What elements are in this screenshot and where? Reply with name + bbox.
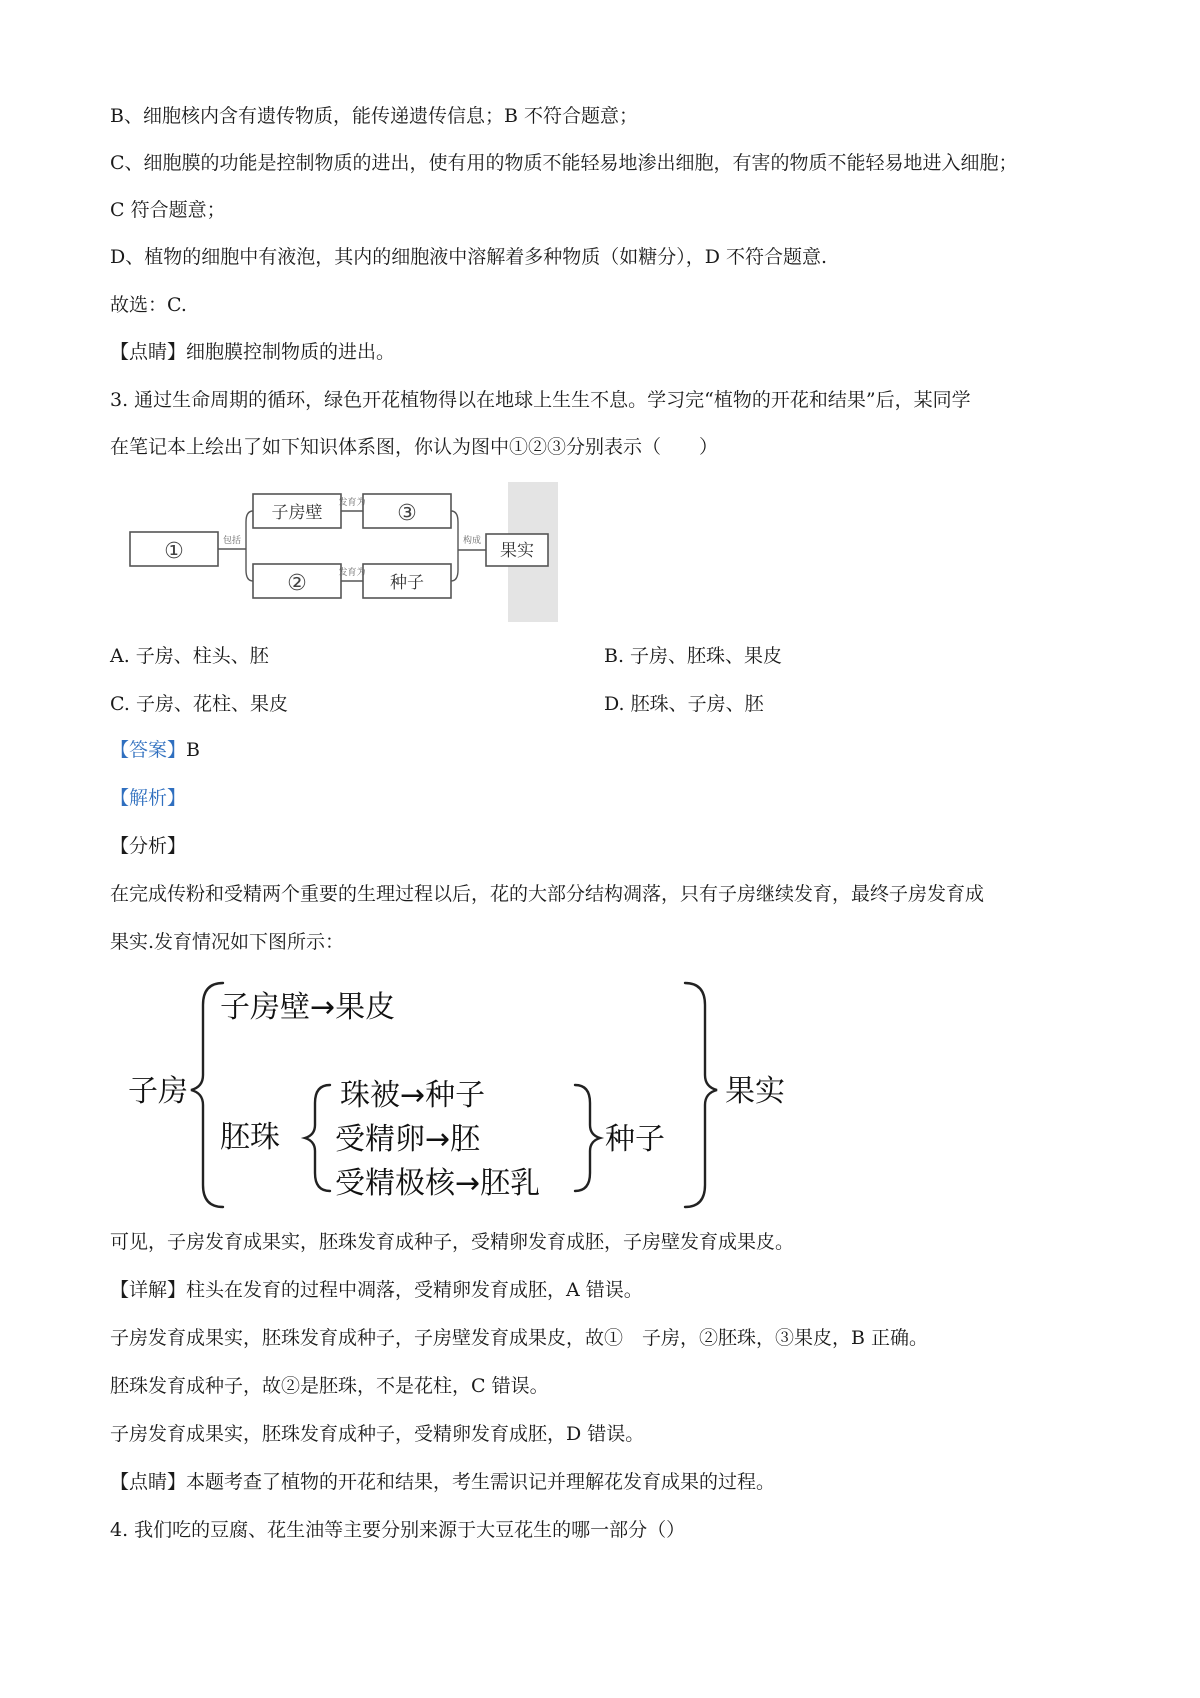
ovule-label: 胚珠 bbox=[220, 1120, 280, 1155]
seed-label: 种子 bbox=[605, 1122, 665, 1157]
summary-line: 可见，子房发育成果实，胚珠发育成种子，受精卵发育成胚，子房壁发育成果皮。 bbox=[110, 1231, 795, 1253]
develop-label: 发育为 bbox=[338, 568, 366, 578]
large-left-brace bbox=[191, 983, 223, 1207]
text-line: 【点睛】细胞膜控制物质的进出。 bbox=[110, 341, 396, 363]
box-3-label: ③ bbox=[397, 501, 417, 526]
small-left-brace bbox=[305, 1085, 330, 1191]
text-line: B、细胞核内含有遗传物质，能传递遗传信息；B 不符合题意； bbox=[110, 105, 638, 127]
text-line: 故选：C. bbox=[110, 294, 187, 316]
fertilized-egg-label: 受精卵→胚 bbox=[335, 1122, 481, 1157]
option-a: A. 子房、柱头、胚 bbox=[110, 645, 269, 667]
fenxi-heading: 【分析】 bbox=[110, 835, 187, 857]
question-4: 4. 我们吃的豆腐、花生油等主要分别来源于大豆花生的哪一部分（） bbox=[110, 1519, 686, 1541]
wall-to-peel-label: 子房壁→果皮 bbox=[220, 990, 396, 1025]
detail-line: 胚珠发育成种子，故②是胚珠，不是花柱，C 错误。 bbox=[110, 1375, 549, 1397]
option-b: B. 子房、胚珠、果皮 bbox=[604, 645, 783, 667]
ovary-development-diagram bbox=[125, 975, 845, 1215]
integument-label: 珠被→种子 bbox=[340, 1078, 486, 1113]
large-right-brace bbox=[685, 983, 717, 1207]
fruit-label: 果实 bbox=[500, 541, 534, 561]
text-line: C 符合题意； bbox=[110, 199, 226, 221]
ovary-wall-label: 子房壁 bbox=[271, 503, 323, 523]
analysis-paragraph: 果实.发育情况如下图所示： bbox=[110, 931, 345, 953]
dianjing-line: 【点睛】本题考查了植物的开花和结果，考生需识记并理解花发育成果的过程。 bbox=[110, 1471, 776, 1493]
detail-line: 子房发育成果实，胚珠发育成种子，受精卵发育成胚，D 错误。 bbox=[110, 1423, 645, 1445]
question-3-line1: 3. 通过生命周期的循环，绿色开花植物得以在地球上生生不息。学习完“植物的开花和结果”后，某同学 bbox=[110, 389, 971, 411]
answer-value: B bbox=[186, 739, 200, 761]
polar-nuclei-label: 受精极核→胚乳 bbox=[335, 1166, 541, 1201]
question-3-line2: 在笔记本上绘出了如下知识体系图，你认为图中①②③分别表示（ ） bbox=[110, 436, 719, 458]
detail-line: 子房发育成果实，胚珠发育成种子，子房壁发育成果皮，故① 子房，②胚珠，③果皮，B 正确。 bbox=[110, 1327, 929, 1349]
analysis-paragraph: 在完成传粉和受精两个重要的生理过程以后，花的大部分结构凋落，只有子房继续发育，最终子房发育成 bbox=[110, 883, 985, 905]
text-line: C、细胞膜的功能是控制物质的进出，使有用的物质不能轻易地渗出细胞，有害的物质不能轻易地进入细胞； bbox=[110, 152, 1018, 174]
analysis-heading: 【解析】 bbox=[110, 787, 187, 809]
seed-label: 种子 bbox=[390, 573, 424, 593]
ovary-label: 子房 bbox=[128, 1074, 188, 1109]
option-d: D. 胚珠、子房、胚 bbox=[604, 693, 764, 715]
box-1-label: ① bbox=[164, 539, 184, 564]
small-right-brace bbox=[575, 1085, 600, 1191]
left-bracket bbox=[246, 511, 253, 581]
include-label: 包括 bbox=[222, 536, 242, 546]
fruit-label: 果实 bbox=[725, 1074, 785, 1109]
option-c: C. 子房、花柱、果皮 bbox=[110, 693, 288, 715]
text-line: D、植物的细胞中有液泡，其内的细胞液中溶解着多种物质（如糖分），D 不符合题意. bbox=[110, 246, 828, 268]
detail-line: 【详解】柱头在发育的过程中凋落，受精卵发育成胚，A 错误。 bbox=[110, 1279, 643, 1301]
develop-label: 发育为 bbox=[338, 498, 366, 508]
answer-line bbox=[110, 737, 200, 763]
box-2-label: ② bbox=[287, 571, 307, 596]
knowledge-diagram bbox=[128, 482, 558, 622]
right-bracket bbox=[451, 511, 458, 581]
form-label: 构成 bbox=[462, 536, 482, 546]
answer-label: 【答案】 bbox=[110, 739, 187, 761]
